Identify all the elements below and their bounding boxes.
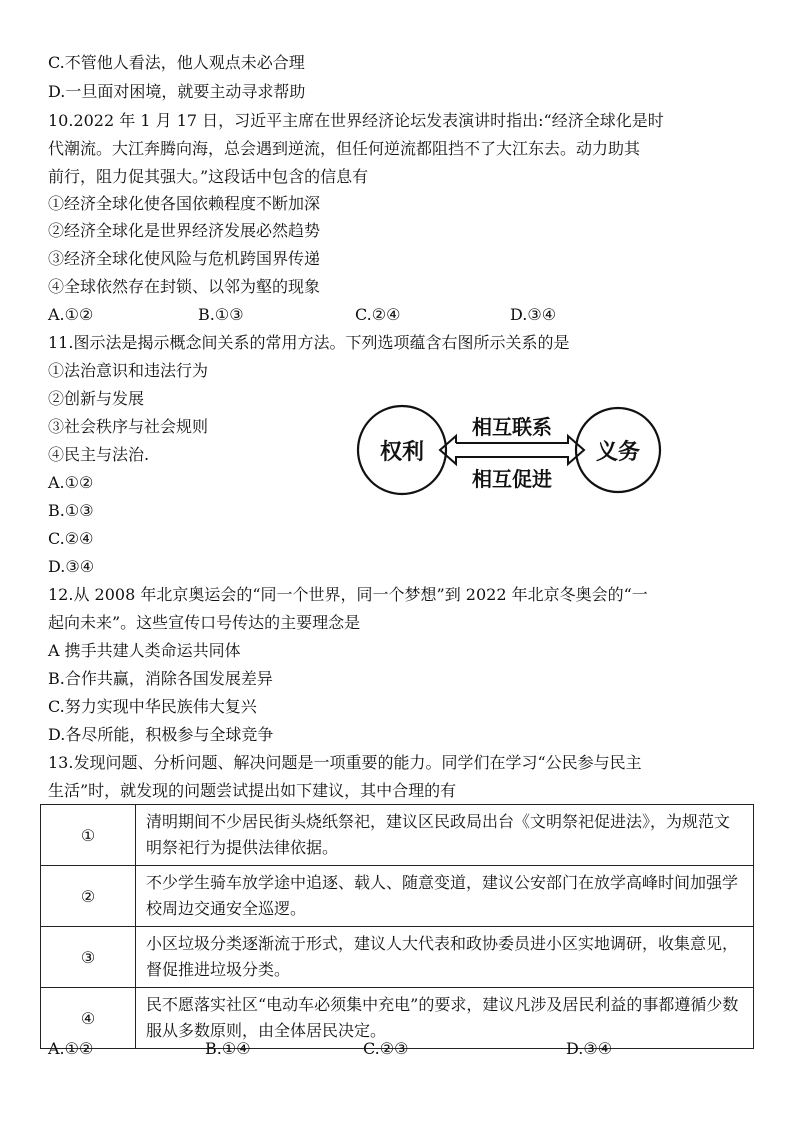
q12-option-a: A 携手共建人类命运共同体	[48, 641, 241, 660]
q11-item-1: ①法治意识和违法行为	[48, 361, 209, 380]
row-text: 民不愿落实社区“电动车必须集中充电”的要求，建议凡涉及居民利益的事都遵循少数服从多数原则，由全体居民决定。	[136, 988, 754, 1049]
arrow-top-label: 相互联系	[472, 415, 552, 439]
q13-option-d: D.③④	[566, 1039, 613, 1058]
q9-option-c: C.不管他人看法，他人观点未必合理	[48, 53, 305, 72]
q10-item-3: ③经济全球化使风险与危机跨国界传递	[48, 249, 321, 268]
q10-item-1: ①经济全球化使各国依赖程度不断加深	[48, 194, 321, 213]
q9-option-d: D.一旦面对困境，就要主动寻求帮助	[48, 82, 306, 101]
q10-stem-line1: 10.2022 年 1 月 17 日，习近平主席在世界经济论坛发表演讲时指出:“经济全球化是时	[48, 111, 664, 130]
q13-stem-line2: 生活”时，就发现的问题尝试提出如下建议，其中合理的有	[48, 781, 457, 800]
left-circle-label: 权利	[379, 440, 425, 465]
q11-item-3: ③社会秩序与社会规则	[48, 417, 209, 436]
q10-option-a: A.①②	[48, 305, 94, 324]
table-row	[41, 866, 754, 927]
row-number: ④	[41, 988, 136, 1049]
q11-item-2: ②创新与发展	[48, 389, 145, 408]
row-number: ③	[41, 927, 136, 988]
row-number: ②	[41, 866, 136, 927]
row-text: 小区垃圾分类逐渐流于形式，建议人大代表和政协委员进小区实地调研，收集意见，督促推进垃圾分类。	[136, 927, 754, 988]
q11-option-a: A.①②	[48, 473, 94, 492]
arrow-bottom-label: 相互促进	[472, 467, 552, 491]
q11-stem: 11.图示法是揭示概念间关系的常用方法。下列选项蕴含右图所示关系的是	[48, 333, 570, 352]
q11-option-d: D.③④	[48, 557, 95, 576]
row-text: 不少学生骑车放学途中追逐、载人、随意变道，建议公安部门在放学高峰时间加强学校周边交通安全巡逻。	[136, 866, 754, 927]
q12-stem-line1: 12.从 2008 年北京奥运会的“同一个世界，同一个梦想”到 2022 年北京冬奥会的“一	[48, 585, 648, 604]
q12-option-c: C.努力实现中华民族伟大复兴	[48, 697, 257, 716]
double-arrow-icon	[440, 436, 584, 464]
q10-stem-line3: 前行，阻力促其强大。”这段话中包含的信息有	[48, 167, 369, 186]
rights-duties-diagram	[352, 398, 664, 502]
q10-item-2: ②经济全球化是世界经济发展必然趋势	[48, 221, 321, 240]
q13-option-a: A.①②	[48, 1039, 94, 1058]
q10-options	[48, 305, 748, 325]
q12-option-d: D.各尽所能，积极参与全球竞争	[48, 725, 274, 744]
q10-item-4: ④全球依然存在封锁、以邻为壑的现象	[48, 277, 321, 296]
q11-item-4: ④民主与法治.	[48, 445, 150, 464]
q10-option-b: B.①③	[198, 305, 244, 324]
q11-option-b: B.①③	[48, 501, 94, 520]
q12-stem-line2: 起向未来”。这些宣传口号传达的主要理念是	[48, 613, 361, 632]
q13-options	[48, 1039, 748, 1059]
q10-option-d: D.③④	[510, 305, 557, 324]
row-text: 清明期间不少居民街头烧纸祭祀，建议区民政局出台《文明祭祀促进法》，为规范文明祭祀行为提供法律依据。	[136, 805, 754, 866]
q13-stem-line1: 13.发现问题、分析问题、解决问题是一项重要的能力。同学们在学习“公民参与民主	[48, 753, 642, 772]
q10-option-c: C.②④	[355, 305, 401, 324]
suggestion-table	[40, 804, 754, 1049]
q12-option-b: B.合作共赢，消除各国发展差异	[48, 669, 273, 688]
right-circle-label: 义务	[595, 440, 641, 465]
q13-option-c: C.②③	[363, 1039, 409, 1058]
q10-stem-line2: 代潮流。大江奔腾向海，总会遇到逆流，但任何逆流都阻挡不了大江东去。动力助其	[48, 139, 641, 158]
table-row	[41, 927, 754, 988]
q13-option-b: B.①④	[205, 1039, 251, 1058]
row-number: ①	[41, 805, 136, 866]
q11-option-c: C.②④	[48, 529, 94, 548]
table-row	[41, 805, 754, 866]
